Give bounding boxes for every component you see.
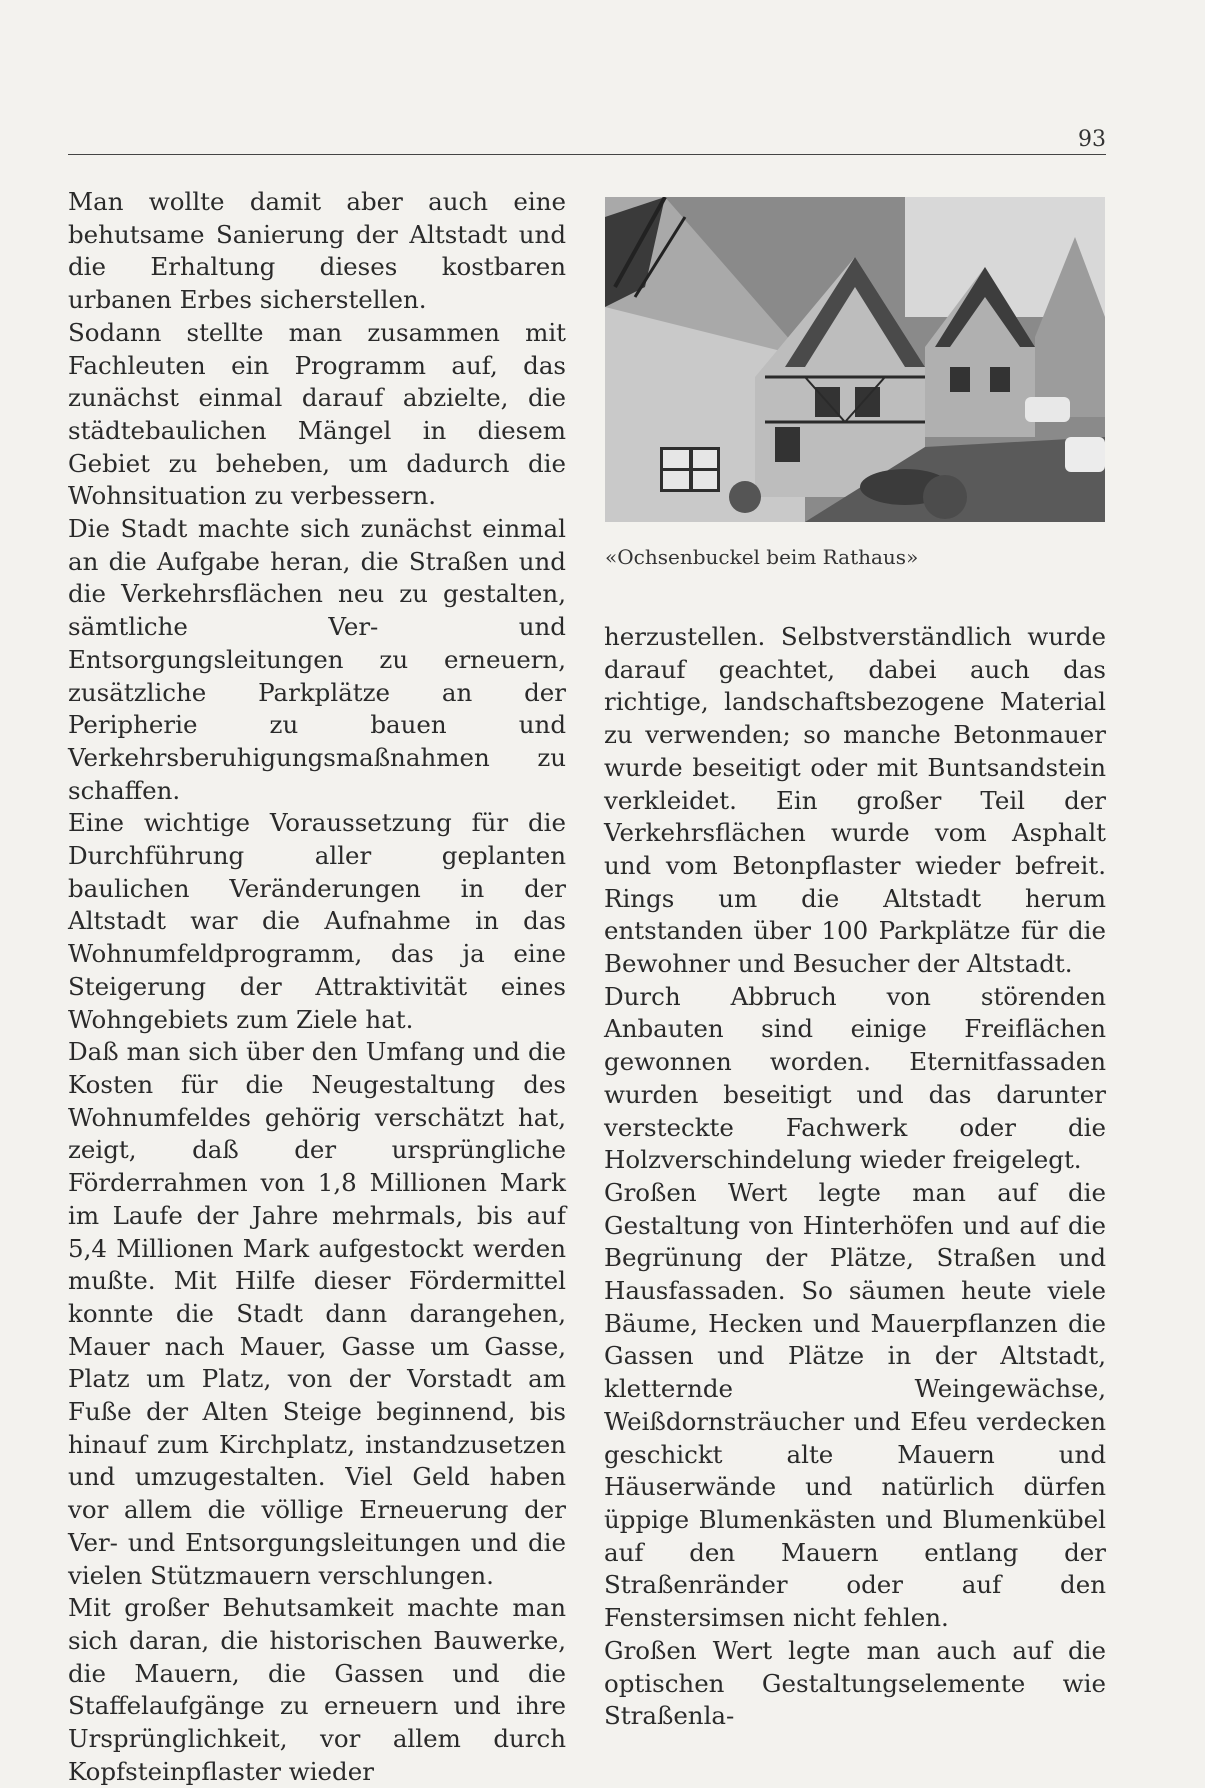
- street-photo: [605, 197, 1105, 522]
- paragraph: Sodann stellte man zusammen mit Fachleuten ein Programm auf, das zunächst einmal darauf abzielte, die städtebaulichen Mängel in diesem Gebiet zu beheben, um dadurch die Wohnsituation zu verbessern.: [68, 317, 566, 511]
- paragraph: Man wollte damit aber auch eine behutsame Sanierung der Altstadt und die Erhaltung dieses kostbaren urbanen Erbes sicherstellen.: [68, 187, 566, 315]
- paragraph: Großen Wert legte man auch auf die optischen Gestaltungselemente wie Straßenla-: [604, 1635, 1106, 1731]
- paragraph: Die Stadt machte sich zunächst einmal an die Aufgabe heran, die Straßen und die Verkehrsflächen neu zu gestalten, sämtliche Ver- und Entsorgungsleitungen zu erneuern, zusätzliche Parkplätze an der Peripherie zu bauen und Verkehrsberuhigungsmaßnahmen zu schaffen.: [68, 514, 566, 805]
- paragraph: Mit großer Behutsamkeit machte man sich daran, die historischen Bauwerke, die Mauern, die Gassen und die Staffelaufgänge zu erneuern und ihre Ursprünglichkeit, vor allem durch Kopfsteinpflaster wieder: [68, 1593, 566, 1786]
- paragraph: Großen Wert legte man auf die Gestaltung von Hinterhöfen und auf die Begrünung der Plätze, Straßen und Hausfassaden. So säumen heute viele Bäume, Hecken und Mauerpflanzen die Gassen und Plätze in der Altstadt, kletternde Weingewächse, Weißdornsträucher und Efeu verdecken geschickt alte Mauern und Häuserwände und natürlich dürfen üppige Blumenkästen und Blumenkübel auf den Mauern entlang der Straßenränder oder auf den Fenstersimsen nicht fehlen.: [604, 1177, 1106, 1633]
- photo-caption: «Ochsenbuckel beim Rathaus»: [605, 545, 919, 569]
- paragraph: Eine wichtige Voraussetzung für die Durchführung aller geplanten baulichen Veränderungen in der Altstadt war die Aufnahme in das Wohnumfeldprogramm, das ja eine Steigerung der Attraktivität eines Wohngebiets zum Ziele hat.: [68, 808, 566, 1034]
- page-number: 93: [1078, 127, 1106, 152]
- paragraph: herzustellen. Selbstverständlich wurde darauf geachtet, dabei auch das richtige, landschaftsbezogene Material zu verwenden; so manche Betonmauer wurde beseitigt oder mit Buntsandstein verkleidet. Ein großer Teil der Verkehrsflächen wurde vom Asphalt und vom Betonpflaster wieder befreit. Rings um die Altstadt herum entstanden über 100 Parkplätze für die Bewohner und Besucher der Altstadt.: [604, 622, 1106, 979]
- paragraph: Durch Abbruch von störenden Anbauten sind einige Freiflächen gewonnen worden. Eternitfassaden wurden beseitigt und das darunter versteckte Fachwerk oder die Holzverschindelung wieder freigelegt.: [604, 981, 1106, 1175]
- paragraph: Daß man sich über den Umfang und die Kosten für die Neugestaltung des Wohnumfeldes gehörig verschätzt hat, zeigt, daß der ursprüngliche Förderrahmen von 1,8 Millionen Mark im Laufe der Jahre mehrmals, bis auf 5,4 Millionen Mark aufgestockt werden mußte. Mit Hilfe dieser Fördermittel konnte die Stadt dann darangehen, Mauer nach Mauer, Gasse um Gasse, Platz um Platz, von der Vorstadt am Fuße der Alten Steige beginnend, bis hinauf zum Kirchplatz, instandzusetzen und umzugestalten. Viel Geld haben vor allem die völlige Erneuerung der Ver- und Entsorgungsleitungen und die vielen Stützmauern verschlungen.: [68, 1037, 566, 1590]
- header-rule: [68, 154, 1106, 155]
- right-column: [604, 621, 1106, 1733]
- left-column: [68, 186, 566, 1788]
